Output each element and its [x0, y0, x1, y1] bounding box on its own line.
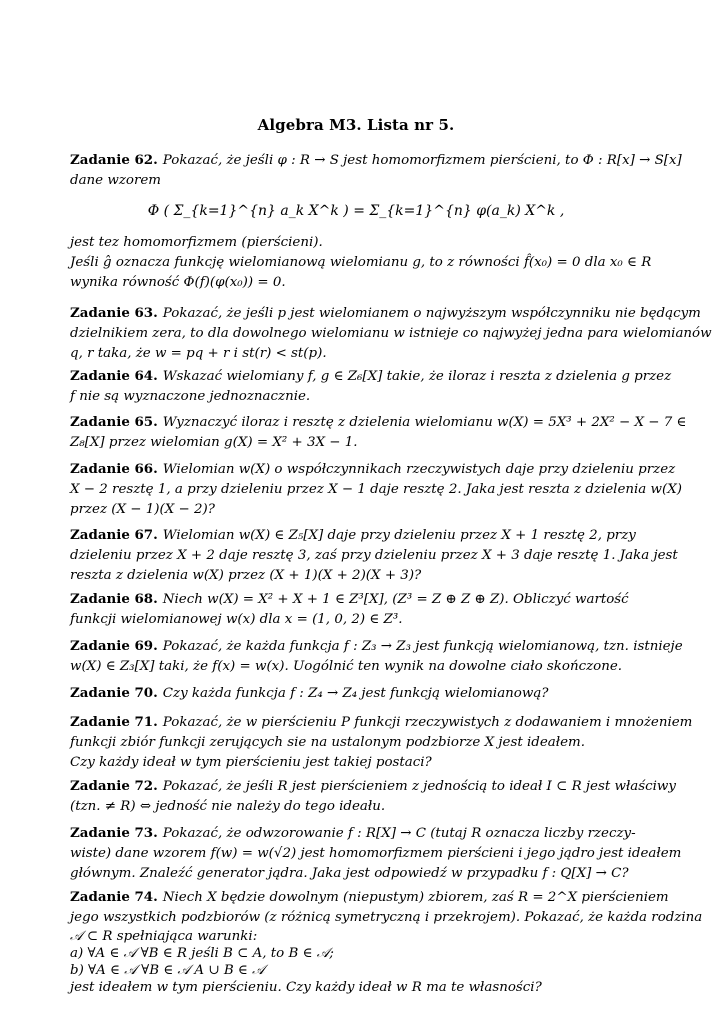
problem-65 — [70, 412, 687, 453]
problem-69 — [70, 636, 683, 677]
problem-label: Zadanie 67. — [70, 527, 158, 543]
problem-text-line: przez (X − 1)(X − 2)? — [70, 502, 215, 517]
problem-text-line: jest ideałem w tym pierścieniu. Czy każdy ideał w R ma te własności? — [70, 980, 542, 995]
problem-text-line: jego wszystkich podzbiorów (z różnicą symetryczną i przekrojem). Pokazać, że każda rodzina — [70, 910, 703, 925]
problem-70 — [70, 683, 642, 704]
problem-text-line: Pokazać, że każda funkcja f : Z₃ → Z₃ jest funkcją wielomianową, tzn. istnieje — [162, 639, 683, 654]
problem-text-line: dzieleniu przez X + 2 daje resztę 3, zaś przy dzieleniu przez X + 3 daje resztę 1. Jaka jest — [70, 548, 678, 563]
problem-label: Zadanie 69. — [70, 638, 158, 654]
problem-67 — [70, 525, 678, 586]
problem-label: Zadanie 64. — [70, 368, 158, 384]
problem-text-line: Wyznaczyć iloraz i resztę z dzielenia wielomianu w(X) = 5X³ + 2X² − X − 7 ∈ — [162, 415, 687, 430]
problem-text-line: f nie są wyznaczone jednoznacznie. — [70, 389, 311, 404]
display-formula: Φ ( Σ_{k=1}^{n} a_k X^k ) = Σ_{k=1}^{n} φ(a_k) X^k , — [147, 203, 565, 219]
problem-text-line: Czy każda funkcja f : Z₄ → Z₄ jest funkcją wielomianową? — [162, 686, 549, 701]
problem-text-line: Czy każdy ideał w tym pierścieniu jest takiej postaci? — [70, 755, 432, 770]
problem-text-line: dane wzorem — [70, 173, 161, 188]
problem-text-line: wiste) dane wzorem f(w) = w(√2) jest homomorfizmem pierścieni i jego jądro jest ideałem — [70, 846, 682, 861]
problem-text-line: Pokazać, że jeśli p jest wielomianem o najwyższym współczynniku nie będącym — [162, 306, 701, 321]
problem-text-line: funkcji zbiór funkcji zerujących sie na ustalonym podzbiorze X jest ideałem. — [70, 735, 585, 750]
problem-text-line: wynika równość Φ(f)(φ(x₀)) = 0. — [70, 275, 286, 290]
problem-text-line: Wielomian w(X) o współczynnikach rzeczywistych daje przy dzieleniu przez — [162, 462, 676, 477]
problem-text-line: Niech w(X) = X² + X + 1 ∈ Z³[X], (Z³ = Z ⊕ Z ⊕ Z). Obliczyć wartość — [162, 592, 629, 607]
problem-label: Zadanie 65. — [70, 414, 158, 430]
problem-63 — [70, 303, 712, 364]
problem-text-line: jest tez homomorfizmem (pierścieni). — [70, 235, 323, 250]
problem-label: Zadanie 66. — [70, 461, 158, 477]
problem-label: Zadanie 72. — [70, 778, 158, 794]
problem-text-line: w(X) ∈ Z₃[X] taki, że f(x) = w(x). Uogólnić ten wynik na dowolne ciało skończone. — [70, 659, 622, 674]
problem-text-line: reszta z dzielenia w(X) przez (X + 1)(X + 2)(X + 3)? — [70, 568, 422, 583]
problem-text-line: b) ∀A ∈ 𝒜 ∀B ∈ 𝒜 A ∪ B ∈ 𝒜 — [70, 963, 265, 978]
problem-text-line: Wielomian w(X) ∈ Z₅[X] daje przy dzieleniu przez X + 1 resztę 2, przy — [162, 528, 636, 543]
problem-72 — [70, 776, 676, 817]
problem-text-line: Z₈[X] przez wielomian g(X) = X² + 3X − 1. — [70, 435, 358, 450]
problem-text-line: (tzn. ≠ R) ⇔ jedność nie należy do tego ideału. — [70, 799, 386, 814]
problem-label: Zadanie 62. — [70, 152, 158, 168]
problem-text-line: głównym. Znaleźć generator jądra. Jaka jest odpowiedź w przypadku f : Q[X] → C? — [70, 866, 629, 881]
problem-66 — [70, 459, 682, 520]
problem-73 — [70, 823, 682, 884]
problem-64 — [70, 366, 672, 407]
page-title: Algebra M3. Lista nr 5. — [257, 116, 455, 134]
problem-label: Zadanie 74. — [70, 889, 158, 905]
problem-text-line: 𝒜 ⊂ R spełniająca warunki: — [70, 929, 258, 944]
problem-text-line: Niech X będzie dowolnym (niepustym) zbiorem, zaś R = 2^X pierścieniem — [162, 890, 669, 905]
problem-text-line: Pokazać, że w pierścieniu P funkcji rzeczywistych z dodawaniem i mnożeniem — [162, 715, 693, 730]
problem-text-line: Pokazać, że jeśli R jest pierścieniem z jednością to ideał I ⊂ R jest właściwy — [162, 779, 676, 794]
problem-label: Zadanie 70. — [70, 685, 158, 701]
problem-74 — [70, 887, 703, 996]
problem-text-line: Wskazać wielomiany f, g ∈ Z₆[X] takie, że iloraz i reszta z dzielenia g przez — [162, 369, 672, 384]
problem-text-line: q, r taka, że w = pq + r i st(r) < st(p). — [70, 346, 327, 361]
problem-68 — [70, 589, 642, 630]
problem-text-line: a) ∀A ∈ 𝒜 ∀B ∈ R jeśli B ⊂ A, to B ∈ 𝒜; — [70, 946, 334, 961]
problem-text-line: Jeśli ĝ oznacza funkcję wielomianową wielomianu g, to z równości f̂(x₀) = 0 dla x₀ ∈ R — [70, 255, 652, 270]
problem-label: Zadanie 73. — [70, 825, 158, 841]
problem-71 — [70, 712, 693, 773]
problem-text-line: dzielnikiem zera, to dla dowolnego wielomianu w istnieje co najwyżej jedna para wielomianów — [70, 326, 712, 341]
problem-text-line: Pokazać, że jeśli φ : R → S jest homomorfizmem pierścieni, to Φ : R[x] → S[x] — [162, 153, 682, 168]
problem-label: Zadanie 63. — [70, 305, 158, 321]
problem-text-line: funkcji wielomianowej w(x) dla x = (1, 0, 2) ∈ Z³. — [70, 612, 403, 627]
problem-label: Zadanie 71. — [70, 714, 158, 730]
problem-text-line: Pokazać, że odwzorowanie f : R[X] → C (tutaj R oznacza liczby rzeczy- — [162, 826, 636, 841]
problem-label: Zadanie 68. — [70, 591, 158, 607]
problem-62 — [70, 150, 682, 293]
problem-text-line: X − 2 resztę 1, a przy dzieleniu przez X − 1 daje resztę 2. Jaka jest reszta z dzielenia w(X) — [70, 482, 682, 497]
